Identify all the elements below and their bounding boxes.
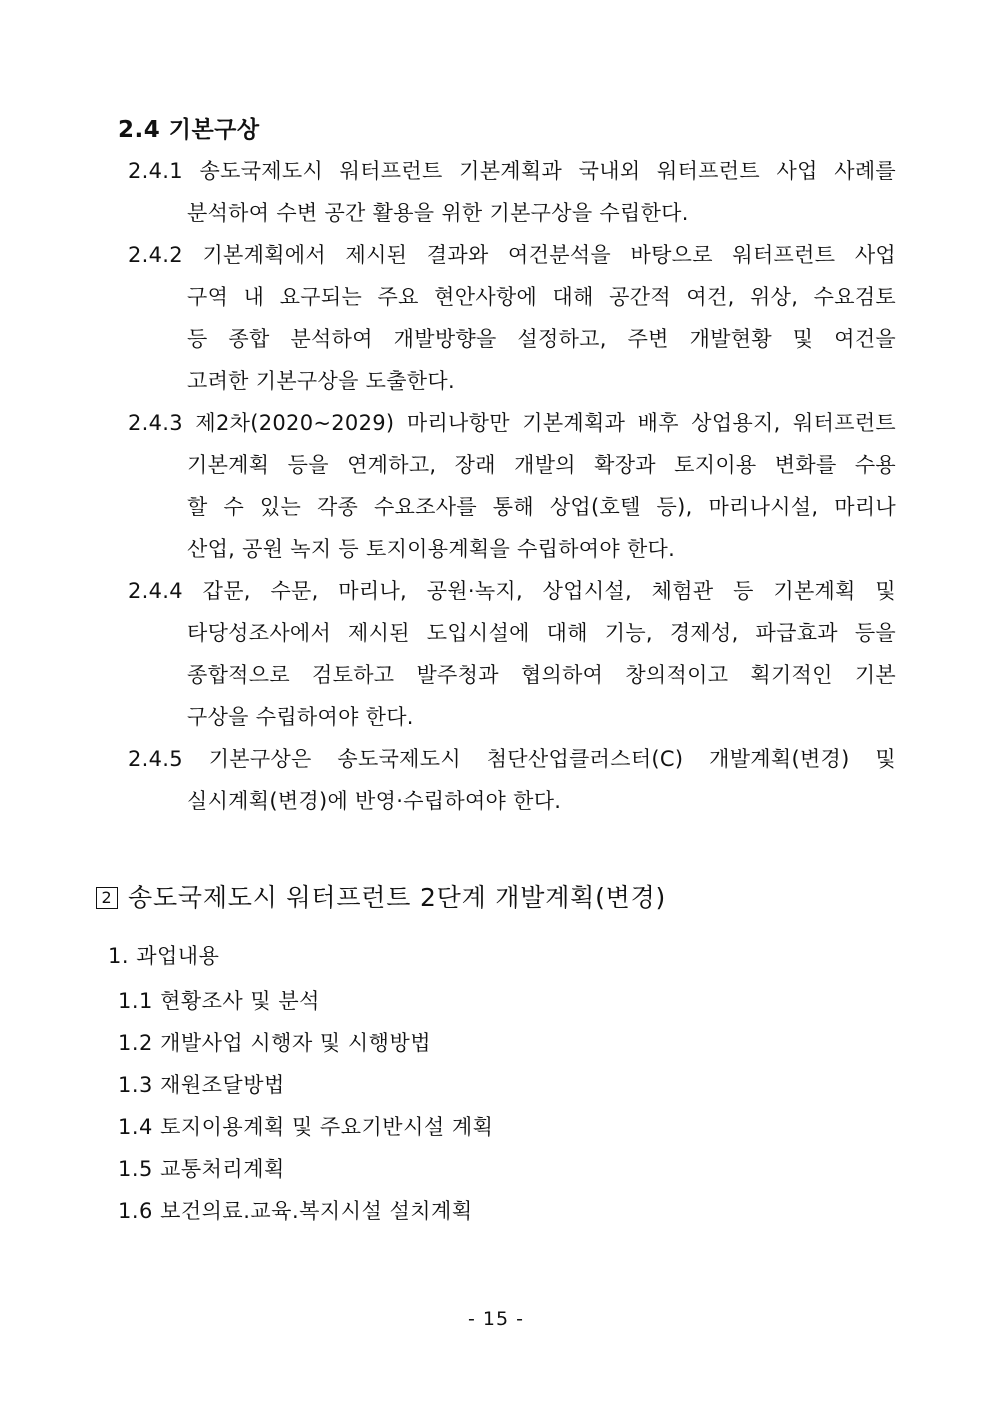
section-title: 송도국제도시 워터프런트 2단계 개발계획(변경) [128, 883, 667, 912]
item-first-line [128, 234, 896, 276]
item-text: 기본계획에서 제시된 결과와 여건분석을 바탕으로 워터프런트 사업 [202, 243, 896, 267]
section-heading-2 [96, 878, 666, 918]
item-continuation-line: 타당성조사에서 제시된 도입시설에 대해 기능, 경제성, 파급효과 등을 [187, 621, 896, 645]
item-text: 기본구상은 송도국제도시 첨단산업클러스터(C) 개발계획(변경) 및 [208, 747, 896, 771]
item-continuation-line: 등 종합 분석하여 개발방향을 설정하고, 주변 개발현황 및 여건을 [187, 327, 896, 351]
item-text: 제2차(2020~2029) 마리나항만 기본계획과 배후 상업용지, 워터프런트 [195, 411, 896, 435]
section-heading-2-4: 2.4 기본구상 [118, 117, 260, 143]
item-number: 2.4.2 [128, 243, 183, 267]
item-text: 송도국제도시 워터프런트 기본계획과 국내외 워터프런트 사업 사례를 [199, 159, 897, 183]
item-continuation-line: 고려한 기본구상을 도출한다. [187, 369, 455, 393]
item-number: 2.4.1 [128, 159, 183, 183]
item-first-line [128, 150, 896, 192]
task-list [118, 980, 493, 1232]
item-first-line [128, 402, 896, 444]
item-number: 2.4.4 [128, 579, 183, 603]
list-item: 1.5 교통처리계획 [118, 1157, 285, 1181]
item-number: 2.4.3 [128, 411, 183, 435]
item-first-line [128, 738, 896, 780]
item-2-4-4 [128, 570, 896, 738]
item-2-4-3 [128, 402, 896, 570]
list-item: 1.3 재원조달방법 [118, 1073, 285, 1097]
list-item: 1.2 개발사업 시행자 및 시행방법 [118, 1031, 432, 1055]
item-continuation-line: 구상을 수립하여야 한다. [187, 705, 414, 729]
item-2-4-5 [128, 738, 896, 822]
item-continuation-line: 실시계획(변경)에 반영·수립하여야 한다. [187, 789, 562, 813]
subsection-heading: 1. 과업내용 [108, 944, 220, 968]
item-2-4-2 [128, 234, 896, 402]
item-2-4-1 [128, 150, 896, 234]
list-item: 1.1 현황조사 및 분석 [118, 989, 320, 1013]
item-continuation-line: 산업, 공원 녹지 등 토지이용계획을 수립하여야 한다. [187, 537, 676, 561]
item-text: 갑문, 수문, 마리나, 공원·녹지, 상업시설, 체험관 등 기본계획 및 [202, 579, 896, 603]
item-continuation-line: 기본계획 등을 연계하고, 장래 개발의 확장과 토지이용 변화를 수용 [187, 453, 896, 477]
section-number-box: 2 [96, 887, 118, 909]
item-first-line [128, 570, 896, 612]
list-item: 1.6 보건의료.교육.복지시설 설치계획 [118, 1199, 473, 1223]
page-number: - 15 - [468, 1308, 524, 1330]
list-item: 1.4 토지이용계획 및 주요기반시설 계획 [118, 1115, 494, 1139]
item-continuation-line: 종합적으로 검토하고 발주청과 협의하여 창의적이고 획기적인 기본 [187, 663, 896, 687]
item-number: 2.4.5 [128, 747, 183, 771]
item-continuation-line: 할 수 있는 각종 수요조사를 통해 상업(호텔 등), 마리나시설, 마리나 [187, 495, 896, 519]
item-continuation-line: 구역 내 요구되는 주요 현안사항에 대해 공간적 여건, 위상, 수요검토 [187, 285, 896, 309]
item-continuation-line: 분석하여 수변 공간 활용을 위한 기본구상을 수립한다. [187, 201, 689, 225]
